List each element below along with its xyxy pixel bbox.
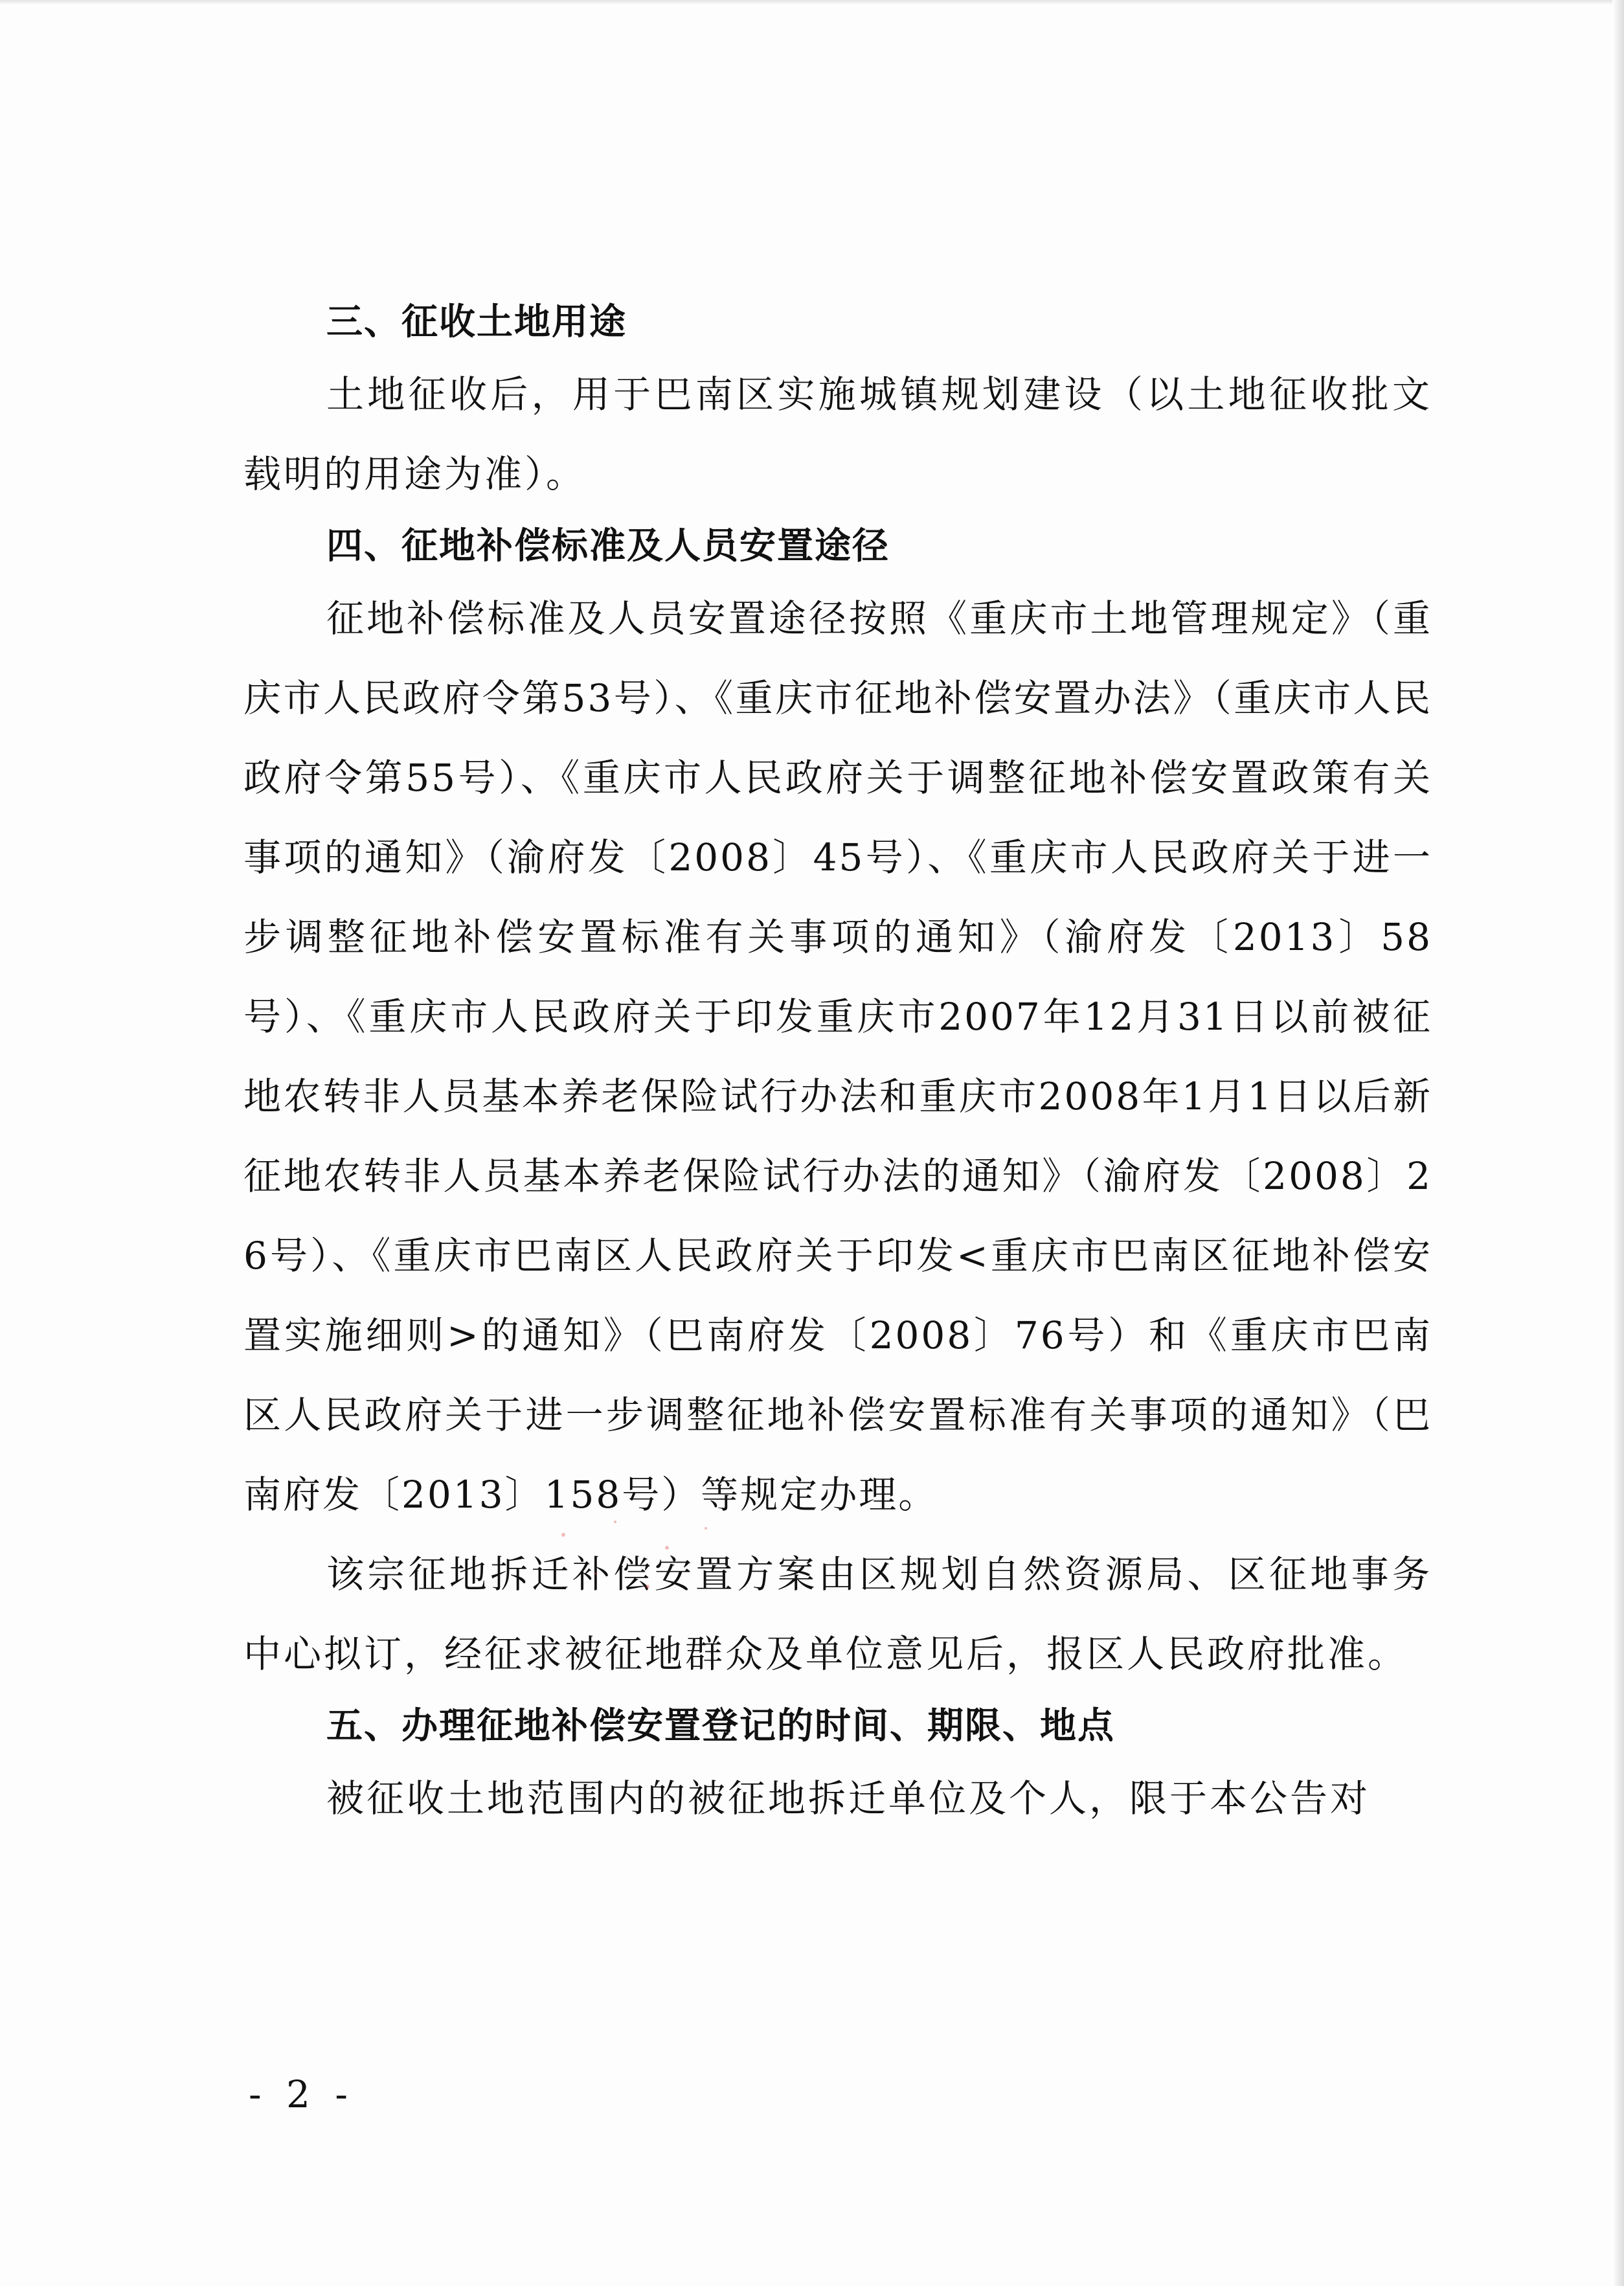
section-3-paragraph: 土地征收后，用于巴南区实施城镇规划建设（以土地征收批文载明的用途为准）。	[243, 372, 1432, 496]
scan-edge-right	[1612, 0, 1624, 2286]
section-5-heading: 五、办理征地补偿安置登记的时间、期限、地点	[326, 1705, 1115, 1747]
section-5-paragraph: 被征收土地范围内的被征地拆迁单位及个人，限于本公告对	[326, 1776, 1371, 1820]
section-4-paragraph-1: 征地补偿标准及人员安置途径按照《重庆市土地管理规定》（重庆市人民政府令第53号）、《重庆市征地补偿安置办法》（重庆市人民政府令第55号）、《重庆市人民政府关于调整征地补偿安置政策有关事项的通知》（渝府发〔2008〕45号）、《重庆市人民政府关于进一步调整征地补偿安置标准有关事项的通知》（渝府发〔2013〕58号）、《重庆市人民政府关于印发重庆市2007年12月31日以前被征地农转非人员基本养老保险试行办法和重庆市2008年1月1日以后新征地农转非人员基本养老保险试行办法的通知》（渝府发〔2008〕26号）、《重庆市巴南区人民政府关于印发<重庆市巴南区征地补偿安置实施细则>的通知》（巴南府发〔2008〕76号）和《重庆市巴南区人民政府关于进一步调整征地补偿安置标准有关事项的通知》（巴南府发〔2013〕158号）等规定办理。	[243, 596, 1432, 1517]
faint-seal-mark	[537, 1509, 732, 1600]
scan-edge-top	[0, 0, 1624, 5]
section-4-paragraph-2: 该宗征地拆迁补偿安置方案由区规划自然资源局、区征地事务中心拟订，经征求被征地群众及单位意见后，报区人民政府批准。	[243, 1552, 1432, 1676]
section-4-heading: 四、征地补偿标准及人员安置途径	[326, 525, 890, 567]
page-number: - 2 -	[249, 2072, 354, 2116]
document-body	[243, 290, 1432, 1839]
section-3-heading: 三、征收土地用途	[326, 301, 627, 343]
